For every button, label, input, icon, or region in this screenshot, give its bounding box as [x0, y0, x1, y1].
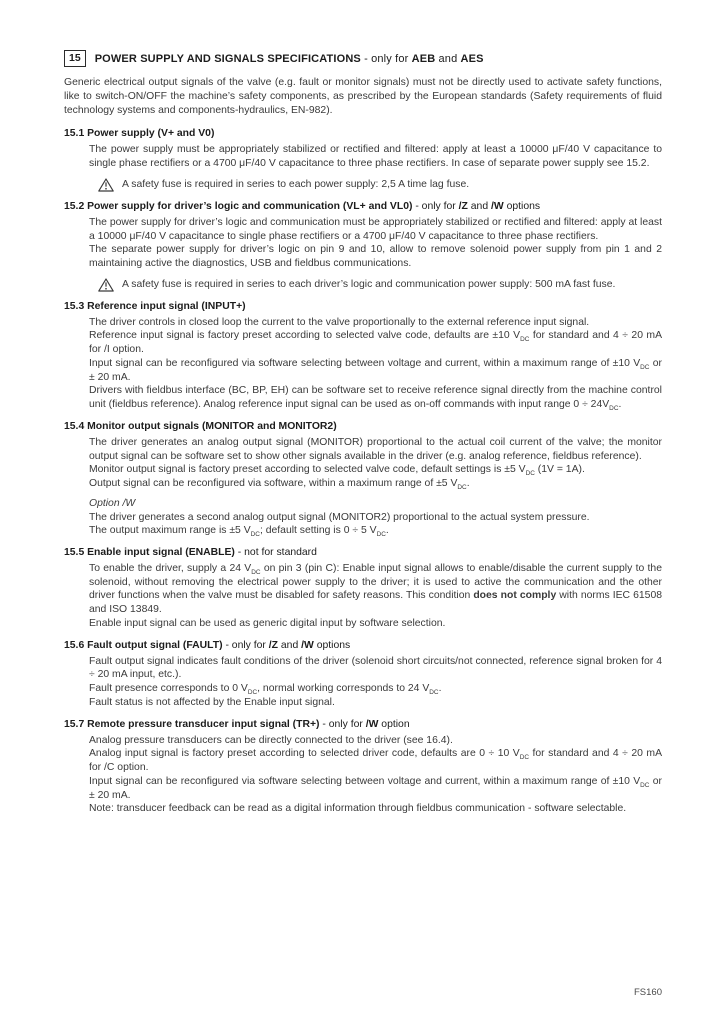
- text-run: 15.4 Monitor output signals (MONITOR and MONITOR2): [64, 420, 337, 432]
- text-run: and: [278, 639, 302, 651]
- paragraph: [89, 524, 662, 538]
- section: [64, 421, 662, 538]
- warning-text: [122, 278, 615, 292]
- text-run: Fault output signal indicates fault conditions of the driver (solenoid short circuits/not connected, reference signal broken for 4 ÷ 20 mA input, etc.).: [89, 655, 662, 681]
- paragraph: [89, 497, 662, 511]
- paragraph: [89, 436, 662, 463]
- text-run: or ± 20 mA.: [89, 775, 662, 801]
- paragraph: [89, 511, 662, 525]
- text-run: DC: [250, 531, 260, 539]
- warning-text: [122, 178, 469, 192]
- text-run: The power supply must be appropriately stabilized or rectified and filtered: apply at least a 10000 μF/40 V capacitance to single phase rectifiers or a 4700 μF/40 V capacitance to three phase rectifiers. In case of separate power supply see 15.2.: [89, 144, 662, 170]
- text-run: .: [618, 399, 622, 411]
- text-run: ; default setting is 0 ÷ 5 V: [259, 525, 377, 537]
- paragraph: [89, 216, 662, 243]
- text-run: Analog input signal is factory preset according to selected driver code, defaults are 0 ÷ 10 V: [89, 748, 520, 760]
- text-run: with norms IEC 61508 and ISO 13849.: [89, 590, 663, 616]
- section-heading: [64, 128, 662, 139]
- section-heading: [64, 719, 662, 730]
- text-run: 15.5 Enable input signal (ENABLE): [64, 547, 235, 559]
- section-body: [89, 655, 662, 710]
- section-body: [89, 143, 662, 191]
- text-run: /Z: [268, 639, 278, 651]
- text-run: A safety fuse is required in series to each power supply: 2,5 A time lag fuse.: [122, 178, 470, 190]
- section-header: [64, 50, 662, 67]
- text-run: The separate power supply for driver’s logic on pin 9 and 10, allow to remove solenoid power supply from pin 1 and 2 maintaining active the diagnostics, USB and fieldbus communications.: [89, 244, 662, 269]
- text-run: Note: transducer feedback can be read as a digital information through fieldbus communication - software selectable.: [89, 803, 627, 815]
- text-run: POWER SUPPLY AND SIGNALS SPECIFICATIONS: [94, 52, 361, 65]
- text-run: DC: [520, 336, 530, 344]
- text-run: does not comply: [473, 590, 557, 602]
- text-run: 15.7 Remote pressure transducer input signal (TR+): [64, 718, 320, 730]
- text-run: Fault status is not affected by the Enable input signal.: [89, 696, 335, 708]
- text-run: Reference input signal is factory preset according to selected valve code, defaults are ±10 V: [89, 330, 521, 342]
- paragraph: [89, 384, 662, 411]
- section-number-box: 15: [64, 50, 86, 67]
- paragraph: [89, 562, 662, 617]
- text-run: and: [435, 52, 461, 65]
- paragraph: [89, 463, 662, 477]
- section-heading: [64, 421, 662, 432]
- page-footer-code: FS160: [634, 987, 662, 998]
- text-run: 15.1 Power supply (V+ and V0): [64, 128, 215, 140]
- text-run: 15.6 Fault output signal (FAULT): [64, 639, 223, 651]
- text-run: , normal working corresponds to 24 V: [257, 683, 430, 695]
- text-run: for standard and 4 ÷ 20 mA for /C option.: [89, 748, 662, 774]
- warning-icon: [98, 278, 114, 292]
- section-heading: [64, 547, 662, 558]
- section: [64, 128, 662, 191]
- section: [64, 547, 662, 631]
- paragraph: [89, 617, 662, 631]
- text-run: options: [313, 639, 351, 651]
- paragraph: [89, 775, 662, 802]
- text-run: /W: [491, 200, 504, 212]
- section: [64, 640, 662, 710]
- text-run: Monitor output signal is factory preset according to selected valve code, default settings is ±5 V: [89, 464, 526, 476]
- paragraph: [89, 696, 662, 710]
- text-run: DC: [376, 531, 386, 539]
- text-run: 15.3 Reference input signal (INPUT+): [64, 300, 246, 312]
- section-body: [89, 734, 662, 816]
- text-run: /W: [365, 718, 379, 730]
- paragraph: [89, 357, 662, 384]
- text-run: (1V = 1A).: [534, 464, 585, 476]
- section-body: [89, 216, 662, 292]
- section: [64, 719, 662, 816]
- text-run: - not for standard: [234, 547, 317, 559]
- paragraph: [89, 682, 662, 696]
- section: [64, 301, 662, 412]
- text-run: - only for: [412, 200, 459, 212]
- page-title: [95, 53, 484, 65]
- section-heading: [64, 201, 662, 212]
- text-run: DC: [525, 470, 535, 478]
- section-body: [89, 316, 662, 412]
- text-run: options: [503, 200, 541, 212]
- paragraph: [89, 143, 662, 170]
- text-run: The output maximum range is ±5 V: [89, 525, 251, 537]
- text-run: .: [466, 478, 470, 490]
- warning-note: [98, 178, 662, 192]
- paragraph: [89, 747, 662, 774]
- paragraph: [89, 734, 662, 748]
- text-run: Option /W: [89, 497, 136, 509]
- text-run: A safety fuse is required in series to each driver’s logic and communication power supply: 500 mA fast fuse.: [122, 278, 616, 290]
- text-run: Enable input signal can be used as generic digital input by software selection.: [89, 617, 446, 629]
- text-run: The driver generates a second analog output signal (MONITOR2) proportional to the actual system pressure.: [89, 511, 590, 523]
- paragraph: [89, 655, 662, 682]
- section-heading: [64, 301, 662, 312]
- text-run: DC: [247, 689, 258, 697]
- text-run: - only for: [319, 718, 366, 730]
- text-run: DC: [640, 364, 650, 372]
- text-run: AES: [460, 52, 484, 65]
- text-run: AEB: [411, 52, 436, 65]
- section-heading: [64, 640, 662, 651]
- text-run: The driver controls in closed loop the current to the valve proportionally to the external reference input signal.: [89, 316, 590, 328]
- text-run: .: [438, 683, 442, 695]
- text-run: - only for: [222, 639, 269, 651]
- text-run: Analog pressure transducers can be directly connected to the driver (see 16.4).: [89, 734, 453, 746]
- text-run: The driver generates an analog output signal (MONITOR) proportional to the actual coil current of the valve; the monitor output signal can be software set to show other signals available in the driver (e.g. analog reference, fieldbus reference).: [89, 436, 662, 462]
- text-run: To enable the driver, supply a 24 V: [89, 563, 252, 575]
- text-run: 15.2 Power supply for driver’s logic and communication (VL+ and VL0): [64, 200, 413, 212]
- paragraph: [89, 802, 662, 816]
- text-run: option: [378, 718, 410, 730]
- text-run: /W: [301, 639, 314, 651]
- text-run: .: [385, 525, 389, 537]
- text-run: DC: [457, 484, 467, 492]
- text-run: The power supply for driver’s logic and communication must be appropriately stabilized or rectified and filtered: apply at least a 10000 μF/40 V capacitance to single phase rectifiers or a 4700 μF/40 V capacitance to three phase rectifiers.: [89, 216, 662, 242]
- text-run: and: [467, 200, 492, 212]
- text-run: Drivers with fieldbus interface (BC, BP, EH) can be software set to receive reference signal directly from the machine control unit (fieldbus reference). Analog reference input signal can be used as on-off commands with input range 0 ÷ 24V: [89, 385, 662, 411]
- text-run: /Z: [458, 200, 468, 212]
- text-run: Fault presence corresponds to 0 V: [89, 683, 248, 695]
- text-run: Output signal can be reconfigured via software, within a maximum range of ±5 V: [89, 478, 458, 490]
- text-run: DC: [519, 754, 530, 762]
- text-run: for standard and 4 ÷ 20 mA for /I option.: [89, 330, 663, 356]
- paragraph: [89, 243, 662, 270]
- section-body: [89, 436, 662, 538]
- text-run: on pin 3 (pin C): Enable input signal allows to enable/disable the current supply to the solenoid, without removing the electrical power supply to the driver; it is used to active the communication and the other driver functions when the valve must be disabled for safety reasons. This condition: [89, 563, 662, 602]
- text-run: - only for: [360, 52, 412, 65]
- text-run: DC: [251, 569, 261, 577]
- paragraph: [89, 477, 662, 491]
- text-run: DC: [429, 689, 439, 697]
- text-run: DC: [640, 781, 650, 789]
- text-run: Input signal can be reconfigured via software selecting between voltage and current, within a maximum range of ±10 V: [89, 775, 641, 787]
- warning-note: [98, 278, 662, 292]
- warning-icon: [98, 178, 114, 192]
- text-run: or ± 20 mA.: [89, 357, 662, 383]
- intro-paragraph: Generic electrical output signals of the valve (e.g. fault or monitor signals) must not be directly used to activate safety functions, like to switch-ON/OFF the machine’s safety components, as prescribed by the European standards (Safety requirements of fluid technology systems and components-hydraulics, EN-982).: [64, 77, 662, 116]
- sections-container: [64, 128, 662, 816]
- paragraph: [89, 329, 662, 356]
- text-run: DC: [609, 405, 619, 413]
- paragraph: [89, 316, 662, 330]
- section: [64, 201, 662, 292]
- section-body: [89, 562, 662, 631]
- text-run: Input signal can be reconfigured via software selecting between voltage and current, within a maximum range of ±10 V: [89, 357, 641, 369]
